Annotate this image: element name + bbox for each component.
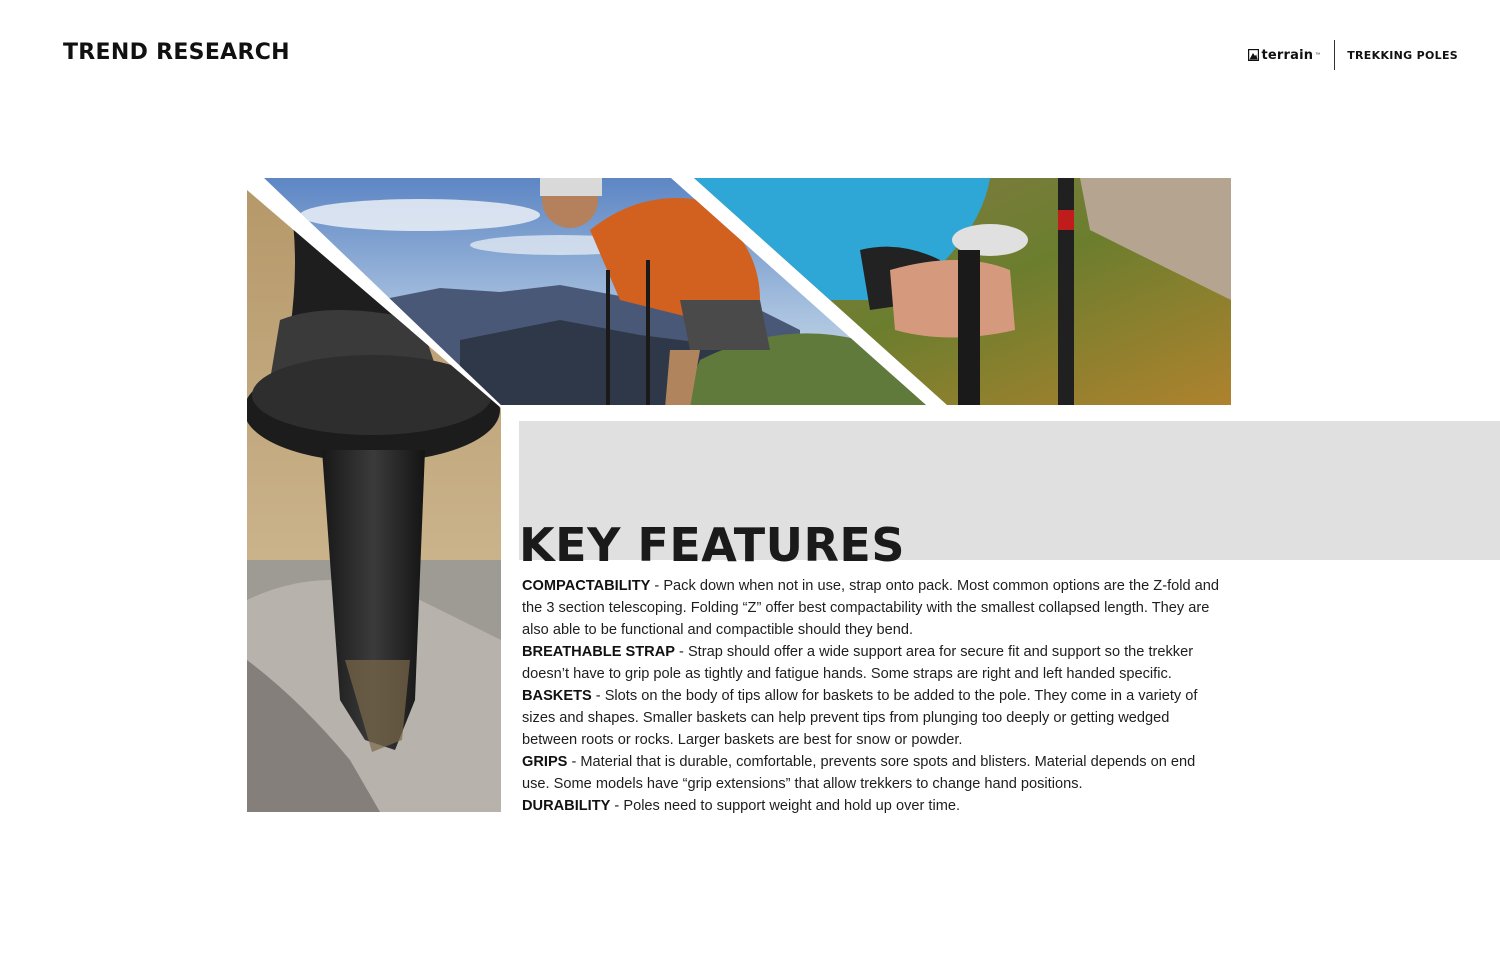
feature-text: - Slots on the body of tips allow for baskets to be added to the pole. They come in a variety of sizes and shapes. Smaller baskets can help prevent tips from plunging too deeply or getting wedged between roots or rocks. Larger baskets are best for snow or powder. — [522, 688, 1198, 748]
feature-text: - Material that is durable, comfortable, prevents sore spots and blisters. Material depends on end use. Some models have “grip extensions” that allow trekkers to change hand positions. — [522, 754, 1196, 792]
feature-term: COMPACTABILITY — [522, 578, 651, 594]
feature-baskets — [522, 685, 1222, 751]
feature-term: BREATHABLE STRAP — [522, 644, 675, 660]
brand-trademark: ™ — [1315, 52, 1321, 58]
features-list — [522, 575, 1222, 817]
feature-term: BASKETS — [522, 688, 592, 704]
feature-term: GRIPS — [522, 754, 568, 770]
feature-text: - Pack down when not in use, strap onto pack. Most common options are the Z-fold and the 3 section telescoping. Folding “Z” offer best compactability with the smallest collapsed length. They are also able to be functional and compactible should they bend. — [522, 578, 1220, 638]
feature-text: - Poles need to support weight and hold up over time. — [610, 798, 961, 814]
brand-name: terrain — [1261, 47, 1314, 63]
feature-grips — [522, 751, 1222, 795]
feature-durability — [522, 795, 1222, 817]
page-title: TREND RESEARCH — [63, 40, 290, 65]
section-label: TREKKING POLES — [1347, 48, 1458, 62]
feature-breathable-strap — [522, 641, 1222, 685]
key-features-title: KEY FEATURES — [519, 518, 905, 572]
feature-compactability — [522, 575, 1222, 641]
feature-term: DURABILITY — [522, 798, 611, 814]
feature-text: - Strap should offer a wide support area for secure fit and support so the trekker doesn’t have to grip pole as tightly and fatigue hands. Some straps are right and left handed specific. — [522, 644, 1194, 682]
